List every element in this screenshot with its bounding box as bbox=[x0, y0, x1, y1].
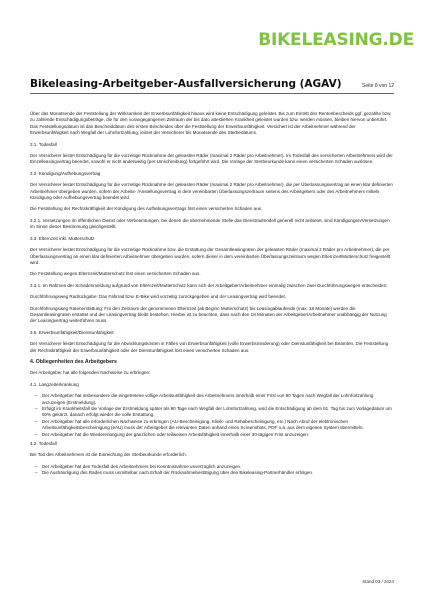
page-header bbox=[30, 78, 394, 90]
document-body bbox=[30, 111, 394, 480]
section-3-3-1-text: 3.3.1. Im Rahmen der Schadenmeldung aufgrund von Elternzeit/Mutterschutz kann sich der Arbeitgeber/Arbeitnehmer einmalig zwischen zwei Durchführungswegen entscheiden: bbox=[30, 282, 388, 288]
section-4-1-heading: 4.1. Langzeiterkrankung bbox=[30, 381, 79, 387]
section-4-heading: 4. Obliegenheiten des Arbeitgebers bbox=[30, 358, 117, 365]
list-item: – Die Aushändigung des Rades muss unmittelbar nach Erhalt der Rücknahmebestätigung über den Bikeleasing-Partnerhändler erfolgen. bbox=[42, 470, 394, 476]
section-3-2-text: Der Versicherer leistet Entschädigung für die vorzeitige Rücknahme der geleasten Räder (maximal 2 Räder pro Arbeitnehmer), die per Überlassungsvertrag an einen klar definierten Arbeitnehmer übergeben wurden, sofern der Arbeits- /Anstellungsvertrag in dem vereinbarten Überlassungszeitraum seitens des Arbeitgebers oder des Arbeitnehmers mittels Kündigung oder Aufhebungsvertrag beendet wird. bbox=[30, 182, 393, 201]
section-4-1-list bbox=[30, 393, 394, 438]
section-3-1-text: Der Versicherer leistet Entschädigung für die vorzeitige Rücknahme der geleasten Räder (maximal 2 Räder pro Arbeitnehmer). Im Todesfall des versicherten Arbeitnehmers wird der Einzelleasingvertrag beendet, sowohl er nicht anderweitig (per Umschreibung) fortgeführt wird. Die Vorlage der Sterbeurkunde kann einen versicherten Schaden auslösen. bbox=[30, 153, 393, 165]
list-item: – Erfolgt im Krankheitsfall die Vorlage der Erstmeldung später als 90 Tage nach Wegfall der Lohnfortzahlung, wird die Entschädigung ab dem 91. Tag bis zum Vorlagedatum um 50% gekürzt, danach erfolgt wieder die volle Erstattung. bbox=[42, 406, 394, 419]
section-3-2-heading: 3.2. Kündigung/Aufhebungsvertrag bbox=[30, 170, 101, 176]
intro-paragraph: Über das Monatsende der Feststellung der Wirksamkeit der Erwerbsunfähigkeit hinaus wird keine Entschädigung geleistet. Bis zum Eintritt des Rentenbescheids ggf. gezahlte bzw. zu zahlende Entschädigungsbeträge, die für den vorangegangenen Zeitraum der bis dato attestierten Krankheit geleistet wurden bzw. werden müssen, bleiben hiervon unberührt. Das Feststellungsdatum ist das Bescheiddatum des ersten Bescheides über die Feststellung der Erwerbsunfähigkeit. Versichert ist der Arbeitnehmer während der Erwerbsunfähigkeit nach Wegfall der Lohnfortzahlung, leistet der Versicherer bis Monatsende des Sterbedatums. bbox=[30, 111, 392, 136]
section-3-3-1-option-1: Durchführungsweg Radrückgabe: Das Fahrrad bzw. E-Bike wird vorzeitig zurückgegeben und der Leasingvertrag wird beendet. bbox=[30, 294, 287, 300]
brand-logo: BIKELEASING.DE bbox=[258, 30, 414, 50]
section-3-2-1-text: 3.2.1. Versetzungen im öffentlichen Dienst oder Verbeamtungen, bei denen die übernehmende Stelle das Dienstradmodell generell nicht anbietet, sind Kündigungen/Versetzungen im Sinne dieser Bestimmung gleichgestellt. bbox=[30, 217, 390, 230]
section-4-2-list bbox=[30, 464, 394, 477]
header-divider bbox=[30, 93, 394, 94]
section-3-5-heading: 3.5. Erwerbsunfähigkeit/Dienstunfähigkeit bbox=[30, 329, 114, 335]
section-3-5-text: Der Versicherer leistet Entschädigung für die Abwicklungskosten in Fällen von Erwerbsunfähigkeit (volle Erwerbsminderung) oder Dienstunfähigkeit bei Beamten. Die Feststellung der Rechtskräftigkeit der Erwerbsunfähigkeit oder der Dienstunfähigkeit löst einen versicherten Schaden aus. bbox=[30, 341, 389, 353]
footer-stand: Stand 03 / 2024 bbox=[362, 579, 394, 584]
section-4-2-text: Bei Tod des Arbeitnehmers ist die Einreichung der Sterbeurkunde erforderlich. bbox=[30, 452, 187, 458]
section-3-3-text: Der Versicherer leistet Entschädigung für die vorzeitige Rücknahme bzw. die Erstattung der Gesamtleasingraten der geleasten Räder (maximal 2 Räder pro Arbeitnehmer), die per Überlassungsvertrag an einen klar definierten Arbeitnehmer übergeben wurden, sofern dieser in dem vereinbarten Überlassungszeitraum wegen Elternzeit/Mutterschutz freigestellt wird. bbox=[30, 247, 391, 265]
list-item: – Der Arbeitgeber hat die Wiedererlangung der gänzlichen oder teilweisen Arbeitsfähigkeit innerhalb einer 30-tägigen Frist anzuzeigen. bbox=[42, 432, 394, 438]
section-3-1-heading: 3.1. Todesfall bbox=[30, 141, 57, 147]
section-3-3-note: Die Feststellung wegen Elternzeit/Mutterschutz löst einen versicherten Schaden aus. bbox=[30, 271, 201, 277]
page-number: Seite 8 von 12 bbox=[362, 83, 394, 89]
section-3-3-heading: 3.3. Elternzeit inkl. Mutterschutz bbox=[30, 235, 95, 241]
section-3-3-1-option-2: Durchführungsweg Ratenerstattung: Für den Zeitraum der genommenen Elternzeit (ab Beginn Mutterschutz) bis Leasingablaufende (max. 18 Monate) werden die Gesamtleasingraten erstattet und der Leasingvertrag bleibt bestehen. Hierbei ist zu beachten, dass nach den 18 Monaten der Arbeitgeber/Arbeitnehmer unabhängig der Nutzung der Leasingvertrag weiterführen muss. bbox=[30, 305, 387, 324]
section-4-2-heading: 4.2. Todesfall bbox=[30, 441, 57, 447]
document-title: Bikeleasing-Arbeitgeber-Ausfallversicherung (AGAV) bbox=[30, 78, 342, 90]
section-4-text: Der Arbeitgeber hat alle folgenden Nachweise zu erbringen: bbox=[30, 370, 151, 376]
list-item: – Der Arbeitgeber hat alle erforderlichen Nachweise zu erbringen (AU-Bescheinigung, Klinik- und Rehabescheinigung, etc.) Nach Abruf der elektronischen Arbeitsunfähigkeitsbescheinigung (eAU) muss der Arbeitgeber die relevanten Daten anhand eines Screenshots, PDF o.ä. aus dem eigenen System übermitteln. bbox=[42, 419, 394, 432]
section-3-2-note: Die Feststellung der Rechtskräftigkeit der Kündigung des Aufhebungsvertrags löst einen versicherten Schaden aus. bbox=[30, 206, 263, 212]
list-item: – Der Arbeitgeber hat den Todesfall des Arbeitnehmers bei Kenntnisnahme unverzüglich anzuzeigen. bbox=[42, 464, 394, 470]
list-item: – Der Arbeitgeber hat insbesondere die eingetretene völlige Arbeitsunfähigkeit des Arbeitnehmers innerhalb einer Frist von 90 Tagen nach Wegfall der Lohnfortzahlung anzuzeigen (Erstmeldung). bbox=[42, 393, 394, 406]
